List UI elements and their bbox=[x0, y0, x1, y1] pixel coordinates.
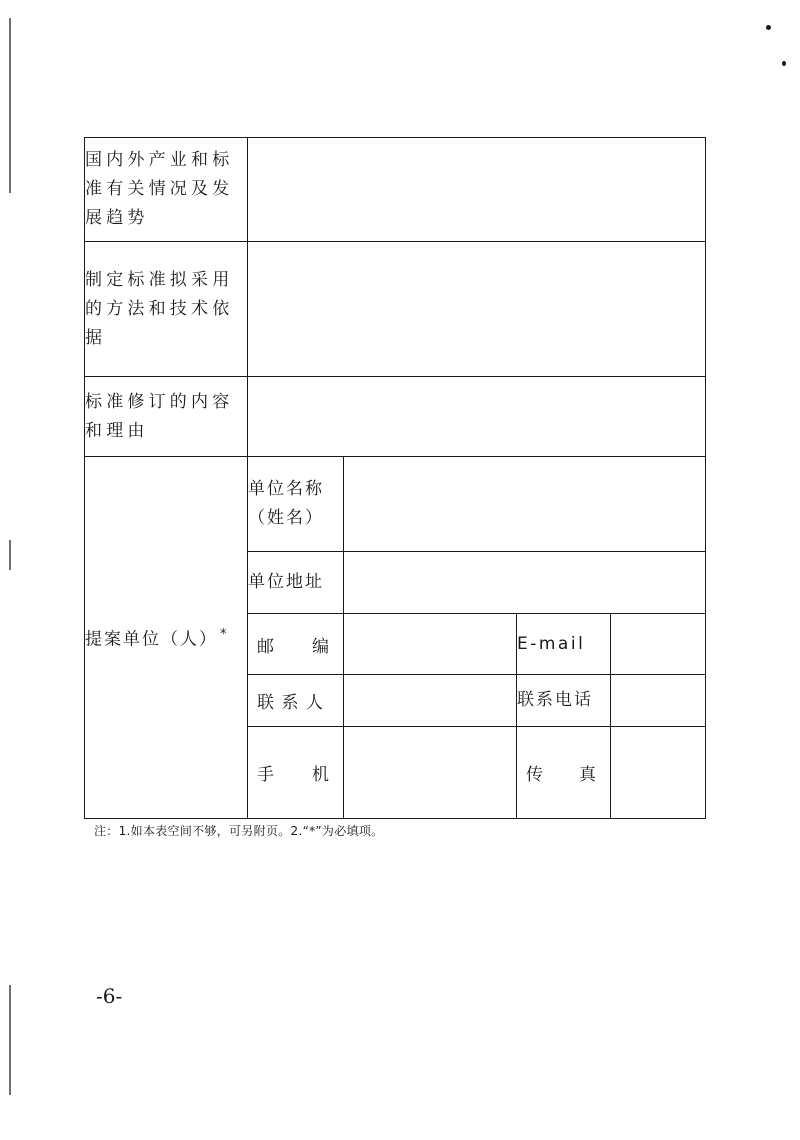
proposer-label-text: 提案单位（人） bbox=[85, 629, 218, 650]
revision-label bbox=[85, 377, 248, 457]
label-char: 联 bbox=[257, 693, 274, 713]
label-char: 真 bbox=[579, 765, 596, 785]
table-row bbox=[85, 457, 706, 552]
label-char: 人 bbox=[306, 693, 323, 713]
footnote: 注：1.如本表空间不够，可另附页。2.“*”为必填项。 bbox=[94, 824, 384, 838]
label-char: 邮 bbox=[257, 636, 274, 657]
revision-field[interactable] bbox=[248, 377, 706, 457]
scan-edge-mark bbox=[9, 18, 11, 193]
postcode-label bbox=[248, 614, 344, 675]
industry-trends-label bbox=[85, 138, 248, 242]
scan-edge-mark bbox=[9, 985, 11, 1095]
mobile-field[interactable] bbox=[344, 727, 517, 819]
spread-label bbox=[248, 760, 343, 785]
email-label: E-mail bbox=[517, 614, 611, 675]
phone-field[interactable] bbox=[611, 675, 706, 727]
phone-label: 联系电话 bbox=[517, 675, 611, 727]
email-field[interactable] bbox=[611, 614, 706, 675]
unit-name-label bbox=[248, 457, 344, 552]
label-line: 国内外产业和标 bbox=[85, 150, 234, 170]
unit-address-label: 单位地址 bbox=[248, 552, 344, 614]
table-row bbox=[85, 377, 706, 457]
label-line: 据 bbox=[85, 327, 107, 348]
table-row bbox=[85, 138, 706, 242]
industry-trends-field[interactable] bbox=[248, 138, 706, 242]
label-char: 传 bbox=[526, 765, 543, 785]
mobile-label bbox=[248, 727, 344, 819]
contact-field[interactable] bbox=[344, 675, 517, 727]
spread-label bbox=[248, 632, 343, 657]
methods-basis-label bbox=[85, 242, 248, 377]
fax-field[interactable] bbox=[611, 727, 706, 819]
label-line: 单位名称 bbox=[248, 479, 324, 499]
required-mark: * bbox=[220, 627, 229, 643]
table-row bbox=[85, 242, 706, 377]
label-char: 手 bbox=[257, 765, 274, 785]
scan-dot-mark bbox=[766, 25, 771, 30]
spread-label bbox=[248, 688, 343, 713]
label-line: 准有关情况及发 bbox=[85, 179, 234, 199]
fax-label bbox=[517, 727, 611, 819]
label-line: 的方法和技术依 bbox=[85, 298, 234, 319]
unit-name-field[interactable] bbox=[344, 457, 706, 552]
label-line: 标准修订的内容 bbox=[85, 391, 234, 412]
contact-label bbox=[248, 675, 344, 727]
label-line: 和理由 bbox=[85, 420, 149, 441]
scan-edge-mark bbox=[9, 540, 11, 570]
proposal-form-table bbox=[84, 137, 706, 819]
label-line: （姓名） bbox=[248, 508, 324, 528]
label-char: 编 bbox=[312, 636, 329, 657]
methods-basis-field[interactable] bbox=[248, 242, 706, 377]
proposer-label bbox=[85, 457, 248, 819]
postcode-field[interactable] bbox=[344, 614, 517, 675]
spread-label bbox=[517, 760, 610, 785]
page-number: -6- bbox=[96, 984, 123, 1008]
scan-dot-mark bbox=[782, 61, 786, 66]
label-char: 机 bbox=[312, 765, 329, 785]
label-line: 展趋势 bbox=[85, 208, 149, 228]
unit-address-field[interactable] bbox=[344, 552, 706, 614]
label-char: 系 bbox=[281, 693, 299, 713]
label-line: 制定标准拟采用 bbox=[85, 269, 234, 290]
